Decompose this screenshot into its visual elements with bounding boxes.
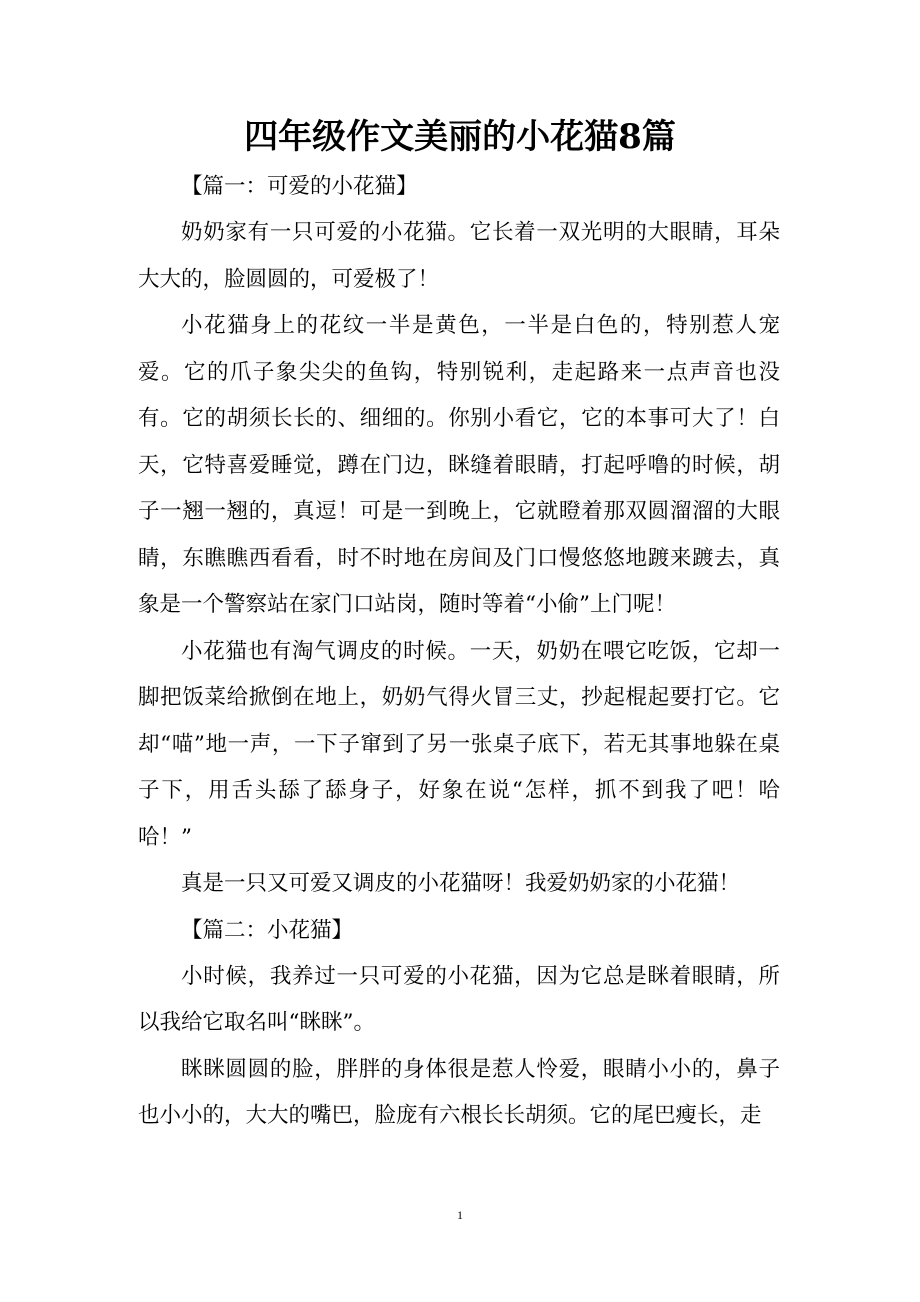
page-number: 1 xyxy=(457,1208,463,1222)
paragraph: 奶奶家有一只可爱的小花猫。它长着一双光明的大眼睛，耳朵大大的，脸圆圆的，可爱极了！ xyxy=(138,220,780,292)
section-heading-2: 【篇二：小花猫】 xyxy=(181,917,354,943)
paragraph: 小时候，我养过一只可爱的小花猫，因为它总是眯着眼睛，所以我给它取名叫“眯眯”。 xyxy=(138,963,780,1035)
section-heading-1: 【篇一：可爱的小花猫】 xyxy=(181,174,418,199)
document-body xyxy=(138,164,780,1140)
paragraph: 小花猫也有淘气调皮的时候。一天，奶奶在喂它吃饭，它却一脚把饭菜给掀倒在地上，奶奶气得火冒三丈，抄起棍起要打它。它却“喵”地一声，一下子窜到了另一张桌子底下，若无其事地躲在桌子下，用舌头舔了舔身子，好象在说“怎样，抓不到我了吧！哈哈！” xyxy=(138,638,780,850)
paragraph: 眯眯圆圆的脸，胖胖的身体很是惹人怜爱，眼睛小小的，鼻子也小小的，大大的嘴巴，脸庞有六根长长胡须。它的尾巴瘦长，走 xyxy=(138,1056,780,1128)
document-title: 四年级作文美丽的小花猫8篇 xyxy=(244,117,676,157)
paragraph: 真是一只又可爱又调皮的小花猫呀！我爱奶奶家的小花猫！ xyxy=(181,871,741,896)
paragraph: 小花猫身上的花纹一半是黄色，一半是白色的，特别惹人宠爱。它的爪子象尖尖的鱼钩，特别锐利，走起路来一点声音也没有。它的胡须长长的、细细的。你别小看它，它的本事可大了！白天，它特喜爱睡觉，蹲在门边，眯缝着眼睛，打起呼噜的时候，胡子一翘一翘的，真逗！可是一到晚上，它就瞪着那双圆溜溜的大眼睛，东瞧瞧西看看，时不时地在房间及门口慢悠悠地踱来踱去，真象是一个警察站在家门口站岗，随时等着“小偷”上门呢！ xyxy=(138,313,780,617)
